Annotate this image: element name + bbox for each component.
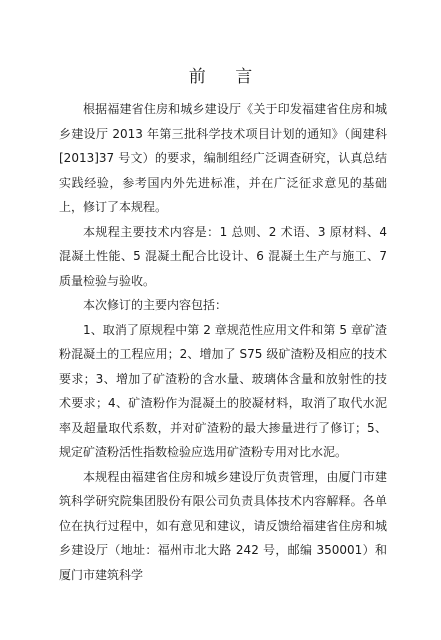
paragraph-basis: 根据福建省住房和城乡建设厅《关于印发福建省住房和城乡建设厅 2013 年第三批科学技术项目计划的通知》（闽建科[2013]37 号文）的要求，编制组经广泛调查研究，认真总结实践经验，参考国内外先进标准，并在广泛征求意见的基础上，修订了本规程。 (59, 102, 387, 214)
page-title: 前 言 (188, 67, 265, 87)
body-text (59, 97, 387, 587)
paragraph-main-contents: 本规程主要技术内容是：1 总则、2 术语、3 原材料、4 混凝土性能、5 混凝土配合比设计、6 混凝土生产与施工、7 质量检验与验收。 (59, 224, 387, 288)
paragraph-revision-items: 1、取消了原规程中第 2 章规范性应用文件和第 5 章矿渣粉混凝土的工程应用；2、增加了 S75 级矿渣粉及相应的技术要求；3、增加了矿渣粉的含水量、玻璃体含量和放射性的技术要求；4、矿渣粉作为混凝土的胶凝材料，取消了取代水泥率及超量取代系数，并对矿渣粉的最大掺量进行了修订；5、规定矿渣粉活性指数检验应选用矿渣粉专用对比水泥。 (59, 322, 387, 459)
paragraph-revision-intro: 本次修订的主要内容包括： (83, 298, 228, 312)
paragraph-management: 本规程由福建省住房和城乡建设厅负责管理，由厦门市建筑科学研究院集团股份有限公司负责具体技术内容解释。各单位在执行过程中，如有意见和建议，请反馈给福建省住房和城乡建设厅（地址：福州市北大路 242 号，邮编 350001）和厦门市建筑科学 (59, 469, 387, 582)
